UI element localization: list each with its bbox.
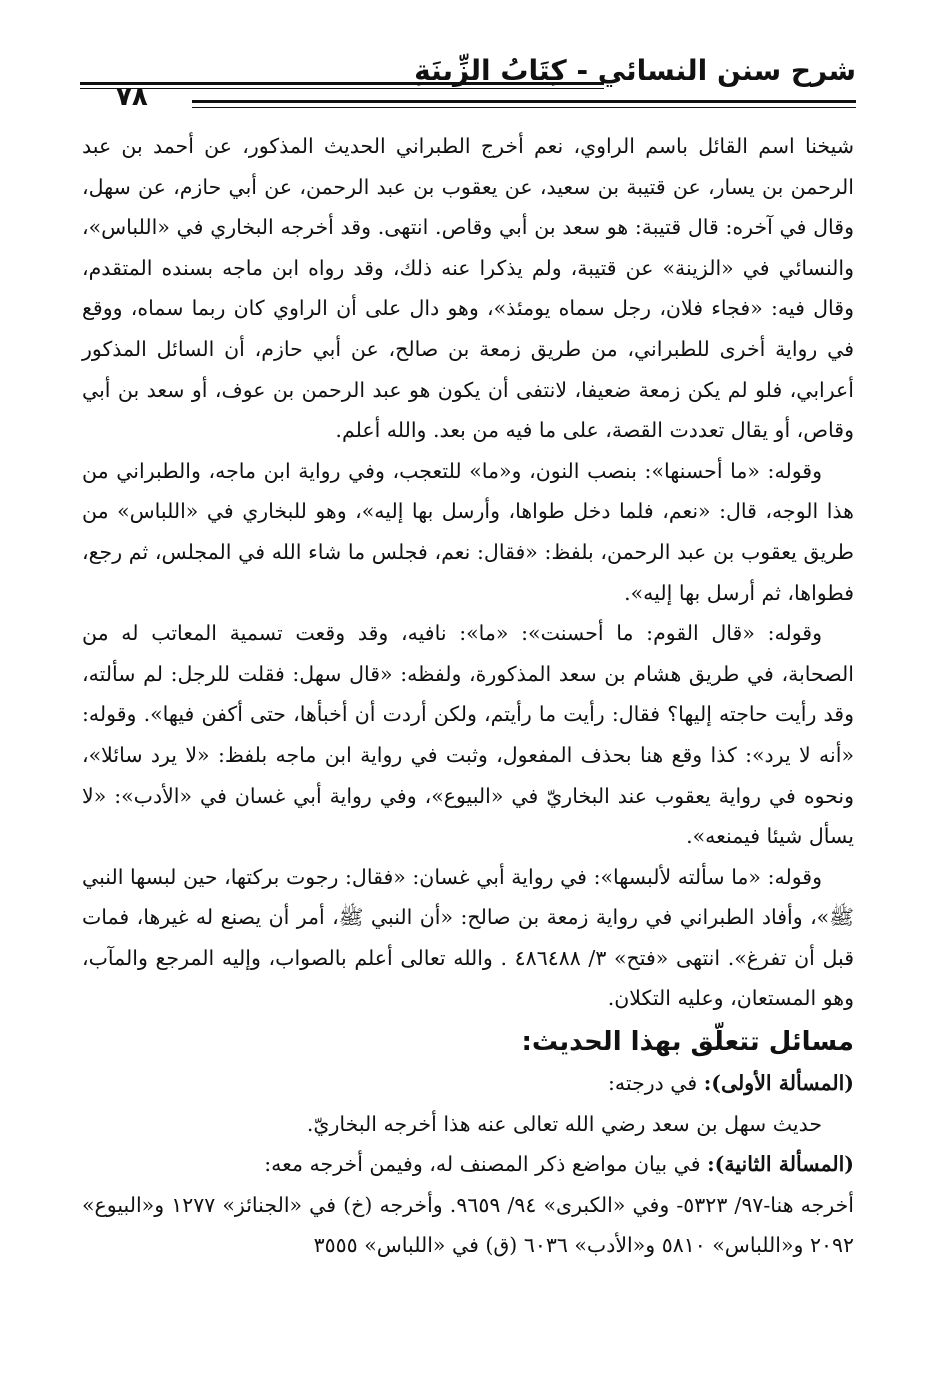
section-heading: مسائل تتعلّق بهذا الحديث: xyxy=(521,1027,854,1058)
issue-2-title: في بيان مواضع ذكر المصنف له، وفيمن أخرجه معه: xyxy=(264,1152,708,1177)
header-rule-top xyxy=(80,82,604,85)
issue-1-title: في درجته: xyxy=(607,1071,704,1096)
paragraph-1: شيخنا اسم القائل باسم الراوي، نعم أخرج الطبراني الحديث المذكور، عن أحمد بن عبد الرحمن بن يسار، عن قتيبة بن سعيد، عن يعقوب بن عبد الرحمن، عن أبي حازم، عن سهل، وقال في آخره: قال قتيبة: هو سعد بن أبي وقاص. انتهى. وقد أخرجه البخاري في «اللباس»، والنسائي في «الزينة» عن قتيبة، ولم يذكرا عنه ذلك، وقد رواه ابن ماجه بسنده المتقدم، وقال فيه: «فجاء فلان، رجل سماه يومئذ»، وهو دال على أن الراوي كان ربما سماه، ووقع في رواية أخرى للطبراني، من طريق زمعة بن صالح، عن أبي حازم، أن السائل المذكور أعرابي، فلو لم يكن زمعة ضعيفا، لانتفى أن يكون هو عبد الرحمن بن عوف، أو سعد بن أبي وقاص، أو يقال تعددت القصة، على ما فيه من بعد. والله أعلم. xyxy=(82,134,854,443)
page-body xyxy=(82,126,854,1266)
paragraph-3: وقوله: «قال القوم: ما أحسنت»: «ما»: نافيه، وقد وقعت تسمية المعاتب له من الصحابة، في طريق هشام بن سعد المذكورة، ولفظه: «قال سهل: فقلت للرجل: لم سألته، وقد رأيت حاجته إليها؟ فقال: رأيت ما رأيتم، ولكن أردت أن أخبأها، حتى أكفن فيها». وقوله: «أنه لا يرد»: كذا وقع هنا بحذف المفعول، وثبت في رواية ابن ماجه بلفظ: «لا يرد سائلا»، ونحوه في رواية يعقوب عند البخاريّ في «البيوع»، وفي رواية أبي غسان في «الأدب»: «لا يسأل شيئا فيمنعه». xyxy=(82,621,854,849)
issue-1-heading xyxy=(82,1063,854,1104)
running-header xyxy=(80,46,856,118)
issue-2-body: أخرجه هنا-٩٧/ ٥٣٢٣- وفي «الكبرى» ٩٤/ ٩٦٥٩. وأخرجه (خ) في «الجنائز» ١٢٧٧ و«البيوع» ٢٠٩٢ و«اللباس» ٥٨١٠ و«الأدب» ٦٠٣٦ (ق) في «اللباس» ٣٥٥٥ xyxy=(82,1192,854,1258)
running-header-title: شرح سنن النسائي - كِتَابُ الزِّينَةِ xyxy=(414,54,856,87)
page-number: ٧٨ xyxy=(116,82,148,112)
paragraph-2: وقوله: «ما أحسنها»: بنصب النون، و«ما» للتعجب، وفي رواية ابن ماجه، والطبراني من هذا الوجه، قال: «نعم، فلما دخل طواها، وأرسل بها إليه»، وهو للبخاري في «اللباس» من طريق يعقوب بن عبد الرحمن، بلفظ: «فقال: نعم، فجلس ما شاء الله في المجلس، ثم رجع، فطواها، ثم أرسل بها إليه». xyxy=(82,458,854,605)
paragraph-4: وقوله: «ما سألته لألبسها»: في رواية أبي غسان: «فقال: رجوت بركتها، حين لبسها النبي ﷺ»، وأفاد الطبراني في رواية زمعة بن صالح: «أن النبي ﷺ، أمر أن يصنع له غيرها، فمات قبل أن تفرغ». انتهى «فتح» ٣/ ٤٨٦٤٨٨ . والله تعالى أعلم بالصواب، وإليه المرجع والمآب، وهو المستعان، وعليه التكلان. xyxy=(82,864,854,1011)
issue-1-label: (المسألة الأولى): xyxy=(703,1071,854,1096)
header-rule-bottom xyxy=(192,100,856,103)
issue-2-heading xyxy=(82,1144,854,1185)
issue-2-label: (المسألة الثانية): xyxy=(707,1152,854,1177)
issue-1-body: حديث سهل بن سعد رضي الله تعالى عنه هذا أخرجه البخاريّ. xyxy=(306,1111,822,1136)
